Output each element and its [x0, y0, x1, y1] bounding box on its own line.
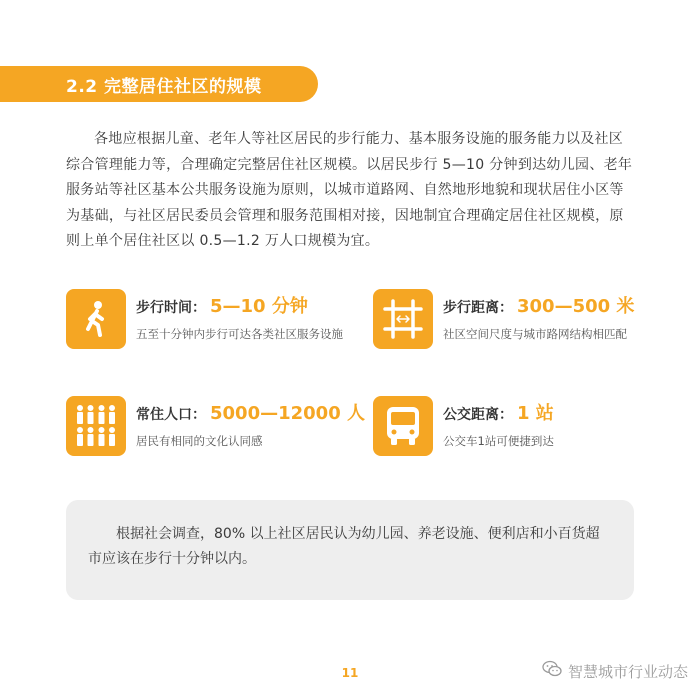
stat-label: 公交距离： [443, 407, 513, 423]
stat-value: 300—500 米 [517, 296, 635, 317]
page-number: 11 [341, 666, 359, 680]
stat-value: 1 站 [517, 403, 554, 424]
stat-value: 5—10 分钟 [210, 296, 308, 317]
stat-description: 五至十分钟内步行可达各类社区服务设施 [136, 327, 343, 341]
stat-label: 步行时间： [136, 300, 206, 316]
bus-icon [373, 396, 433, 456]
section-title: 2.2 完整居住社区的规模 [66, 76, 262, 97]
section-header-bar [0, 66, 318, 102]
grid-distance-icon [373, 289, 433, 349]
stat-description: 居民有相同的文化认同感 [136, 434, 263, 448]
stat-description: 社区空间尺度与城市路网结构相匹配 [443, 327, 627, 341]
stat-walking-time [66, 289, 366, 359]
intro-paragraph: 各地应根据儿童、老年人等社区居民的步行能力、基本服务设施的服务能力以及社区综合管理能力等，合理确定完整居住社区规模。以居民步行 5—10 分钟到达幼儿园、老年服务站等社区基本公共服务设施为原则，以城市道路网、自然地形地貌和现状居住小区等为基础，与社区居民委员会管理和服务范围相对接，因地制宜合理确定居住社区规模，原则上单个居住社区以 0.5—1.2 万人口规模为宜。 [66, 131, 633, 249]
stat-value: 5000—12000 人 [210, 403, 365, 424]
watermark [542, 660, 688, 682]
stat-population [66, 396, 366, 466]
stat-bus-distance [373, 396, 673, 466]
survey-note-text: 根据社会调查，80% 以上社区居民认为幼儿园、养老设施、便利店和小百货超市应该在步行十分钟以内。 [88, 526, 600, 567]
wechat-icon [542, 660, 562, 682]
stat-label: 常住人口： [136, 407, 206, 423]
stat-walking-distance [373, 289, 673, 359]
survey-note-box [66, 500, 634, 600]
watermark-text: 智慧城市行业动态 [567, 662, 688, 681]
stat-label: 步行距离： [443, 300, 513, 316]
stat-description: 公交车1站可便捷到达 [443, 434, 554, 448]
walking-person-icon [66, 289, 126, 349]
people-group-icon [66, 396, 126, 456]
